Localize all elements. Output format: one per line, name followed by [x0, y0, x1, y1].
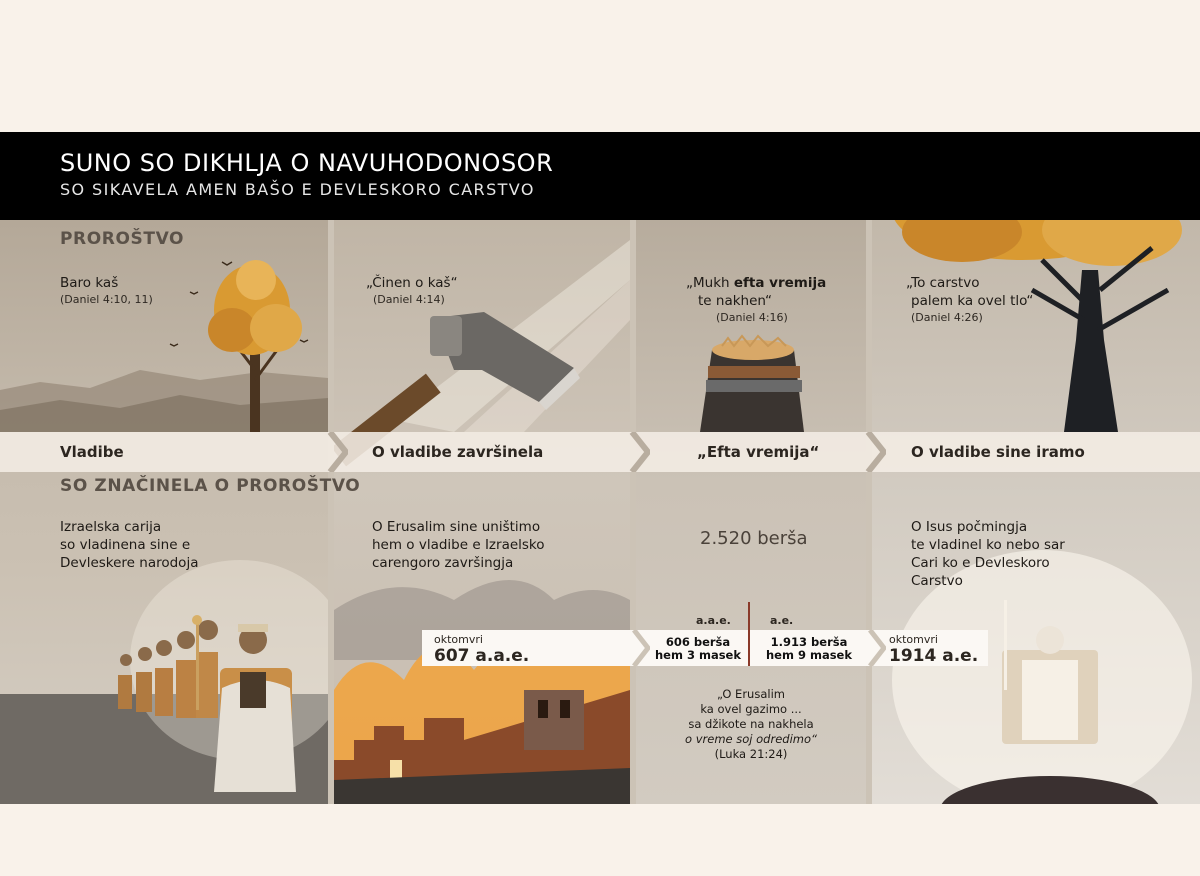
- meaning-text-1-line-1: Izraelska carija: [60, 519, 162, 535]
- timeline-span-before-years: 606 berša: [665, 635, 731, 649]
- meaning-text-4-line-4: Carstvo: [911, 573, 963, 589]
- band-label-3: „Efta vremija“: [697, 443, 820, 461]
- quote-line-3: sa džikote na nakhela: [688, 717, 814, 731]
- timeline-end-month: oktomvri: [889, 633, 938, 646]
- timeline-start-year: 607 a.a.e.: [434, 646, 530, 666]
- tree-illustration: [0, 220, 328, 804]
- meaning-text-4-line-2: te vladinel ko nebo sar: [911, 537, 1065, 553]
- prophecy-ref-3: (Daniel 4:16): [716, 311, 788, 324]
- prophecy-text-3a: [686, 274, 826, 292]
- meaning-text-2-line-1: O Erusalim sine uništimo: [372, 519, 541, 535]
- prophecy-text-3a-part: „Mukh: [686, 275, 734, 291]
- timeline-era-after: a.e.: [770, 614, 794, 627]
- axe-illustration: [334, 220, 630, 804]
- prophecy-text-4b: palem ka ovel tlo“: [911, 293, 1034, 309]
- header-bar: [0, 132, 1200, 220]
- meaning-text-2-line-2: hem o vladibe e Izraelsko: [372, 537, 545, 553]
- prophecy-text-3-bold: efta vremija: [733, 275, 827, 291]
- chevron-arrow-2: [628, 432, 650, 472]
- prophecy-text-1: Baro kaš: [60, 275, 119, 291]
- meaning-text-1-line-2: so vladinena sine e: [60, 537, 191, 553]
- quote-ref: (Luka 21:24): [714, 747, 788, 761]
- timeline-era-before: a.a.e.: [696, 614, 731, 627]
- prophecy-text-2: „Činen o kaš“: [366, 275, 458, 291]
- section-label-prophecy: PROROŠTVO: [60, 229, 185, 249]
- page-subtitle: SO SIKAVELA AMEN BAŠO E DEVLESKORO CARSTVO: [60, 180, 535, 199]
- prophecy-ref-1: (Daniel 4:10, 11): [60, 293, 153, 306]
- panel-tree: [0, 220, 328, 804]
- page-title: SUNO SO DIKHLJA O NAVUHODONOSOR: [60, 149, 554, 177]
- meaning-text-2-line-3: carengoro završingja: [372, 555, 514, 571]
- quote-line-4: o vreme soj odredimo“: [685, 732, 817, 746]
- timeline-span-after-years: 1.913 berša: [770, 635, 848, 649]
- section-label-meaning: SO ZNAČINELA O PROROŠTVO: [60, 476, 361, 496]
- band-label-2: O vladibe završinela: [372, 443, 544, 461]
- timeline-span-after-months: hem 9 masek: [765, 648, 852, 662]
- band-label-4: O vladibe sine iramo: [911, 443, 1085, 461]
- chevron-arrow-1: [326, 432, 348, 472]
- prophecy-text-3b: te nakhen“: [698, 293, 772, 309]
- scripture-quote: [636, 687, 866, 762]
- quote-line-1: „O Erusalim: [717, 687, 785, 701]
- timeline-chevron-left: [630, 630, 650, 666]
- prophecy-text-4a: „To carstvo: [906, 275, 980, 291]
- panel-axe: [334, 220, 630, 804]
- prophecy-ref-4: (Daniel 4:26): [911, 311, 983, 324]
- meaning-text-4-line-3: Cari ko e Devleskoro: [911, 555, 1050, 571]
- years-total: 2.520 berša: [700, 528, 808, 549]
- timeline-start-month: oktomvri: [434, 633, 483, 646]
- chevron-arrow-3: [864, 432, 886, 472]
- meaning-text-1-line-3: Devleskere narodoja: [60, 555, 199, 571]
- infographic: [0, 132, 1200, 804]
- quote-line-2: ka ovel gazimo ...: [700, 702, 802, 716]
- meaning-text-4-line-1: O Isus počmingja: [911, 519, 1028, 535]
- prophecy-ref-2: (Daniel 4:14): [373, 293, 445, 306]
- timeline-span-before-months: hem 3 masek: [654, 648, 741, 662]
- timeline-divider: [748, 602, 750, 666]
- timeline-chevron-right: [866, 630, 886, 666]
- timeline-end-year: 1914 a.e.: [889, 646, 979, 666]
- band-label-1: Vladibe: [60, 443, 124, 461]
